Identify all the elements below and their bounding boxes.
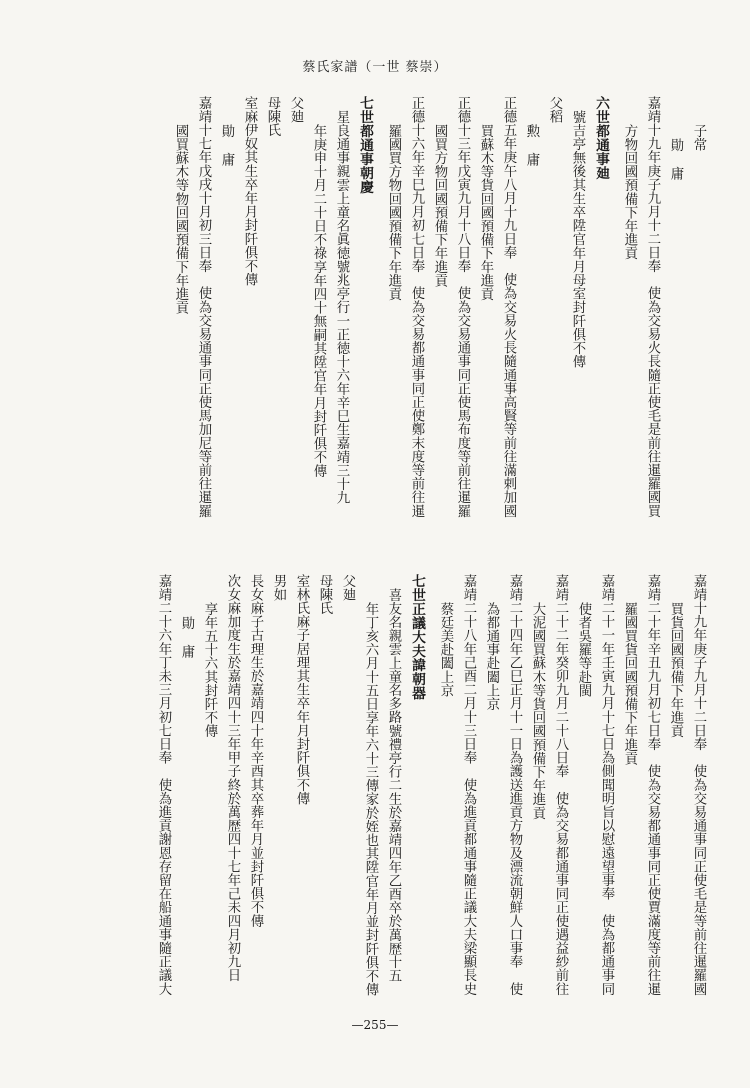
- text-column: 嘉靖二十年辛丑九月初七日奉 使為交易都通事同正使賈滿度等前往暹: [645, 574, 660, 996]
- text-column: 勛 庸: [179, 616, 194, 659]
- text-column: 勲 庸: [524, 124, 539, 167]
- text-column: 喜友名親雲上童名多路號禮亭行二生於嘉靖四年乙酉卒於萬歴十五: [386, 588, 401, 983]
- text-column: 嘉靖十七年戊戌十月初三日奉 使為交易通事同正使馬加尼等前往暹羅: [196, 96, 211, 518]
- text-column: 勛 庸: [668, 138, 683, 181]
- text-column: 享年五十六其封阡不傳: [202, 602, 217, 738]
- page-header-title: 蔡氏家譜（一世 蔡崇）: [302, 60, 448, 75]
- text-column: 母陳氏: [265, 96, 280, 137]
- text-column: 父廸: [340, 574, 355, 602]
- text-column: 長女麻子古理生於嘉靖四十年辛酉其卒葬年月並封阡俱不傳: [248, 574, 263, 928]
- text-column: 大泥國買蘇木等貨回國預備下年進貢: [530, 602, 545, 820]
- text-column: 勛 庸: [219, 124, 234, 167]
- text-column: 子常: [691, 124, 706, 152]
- text-column: 蔡廷美赴闔上京: [438, 602, 453, 698]
- text-column: 母陳氏: [317, 574, 332, 615]
- section-heading: 七世正議大夫諱朝器: [409, 574, 425, 700]
- text-column: 號吉亭無後其生卒陞官年月母室封阡俱不傳: [570, 110, 585, 369]
- text-column: 方物回國預備下年進貢: [622, 124, 637, 260]
- text-column: 嘉靖二十四年乙巳正月十一日為護送進貢方物及漂流朝鮮人口事奉 使: [507, 574, 522, 996]
- text-column: 為都通事赴闔上京: [484, 602, 499, 711]
- text-column: 羅國買貨回國預備下年進貢: [622, 602, 637, 766]
- text-column: 嘉靖十九年庚子九月十二日奉 使為交易火長隨正使毛是前往暹羅國買: [645, 96, 660, 518]
- text-column: 年庚申十月二十日不祿享年四十無嗣其陞官年月封阡俱不傳: [311, 124, 326, 478]
- top-text-block: [40, 96, 710, 528]
- section-heading: 六世都通事廸: [593, 96, 609, 180]
- bottom-text-block: [40, 574, 710, 1014]
- text-column: 男如: [271, 574, 286, 602]
- text-column: 星良通事親雲上童名眞徳號兆亭行一正徳十六年辛巳生嘉靖三十九: [334, 110, 349, 505]
- text-column: 年丁亥六月十五日享年六十三傳家於姪也其陞官年月並封阡俱不傳: [363, 602, 378, 997]
- text-column: 次女麻加度生於嘉靖四十三年甲子終於萬歴四十七年己未四月初九日: [225, 574, 240, 982]
- text-column: 羅國買方物回國預備下年進貢: [386, 124, 401, 301]
- text-column: 買貨回國預備下年進貢: [668, 602, 683, 738]
- text-column: 室麻伊奴其生卒年月封阡俱不傳: [242, 96, 257, 287]
- text-column: 使者吳羅等赴閩: [576, 602, 591, 698]
- text-column: 買蘇木等貨回國預備下年進貢: [478, 124, 493, 301]
- text-column: 室林氏麻子居理其生卒年月封阡俱不傳: [294, 574, 309, 806]
- text-column: 父稻: [547, 96, 562, 124]
- text-column: 嘉靖二十一年壬寅九月十七日為側聞明旨以慰遠望事奉 使為都通事同: [599, 574, 614, 996]
- text-column: 嘉靖十九年庚子九月十二日奉 使為交易通事同正使毛是等前往暹羅國: [691, 574, 706, 996]
- text-column: 國買蘇木等物回國預備下年進貢: [173, 124, 188, 315]
- text-column: 嘉靖二十二年癸卯九月二十八日奉 使為交易都通事同正使遇益紗前往: [553, 574, 568, 996]
- text-column: 父廸: [288, 96, 303, 124]
- text-column: 國買方物回國預備下年進貢: [432, 124, 447, 288]
- text-column: 正德五年庚午八月十九日奉 使為交易火長隨通事高賢等前往滿剌加國: [501, 96, 516, 518]
- page-number: —255—: [351, 1018, 399, 1032]
- text-column: 正德十三年戊寅九月十八日奉 使為交易通事同正使馬布度等前往暹羅: [455, 96, 470, 518]
- text-column: 嘉靖二十八年己酉二月十三日奉 使為進貢都通事隨正議大夫梁顯長史: [461, 574, 476, 996]
- text-column: 嘉靖二十六年丁未三月初七日奉 使為進貢謝恩存留在船通事隨正議大: [156, 574, 171, 996]
- section-heading: 七世都通事朝慶: [357, 96, 373, 194]
- text-column: 正德十六年辛巳九月初七日奉 使為交易都通事同正使鄭末度等前往暹: [409, 96, 424, 518]
